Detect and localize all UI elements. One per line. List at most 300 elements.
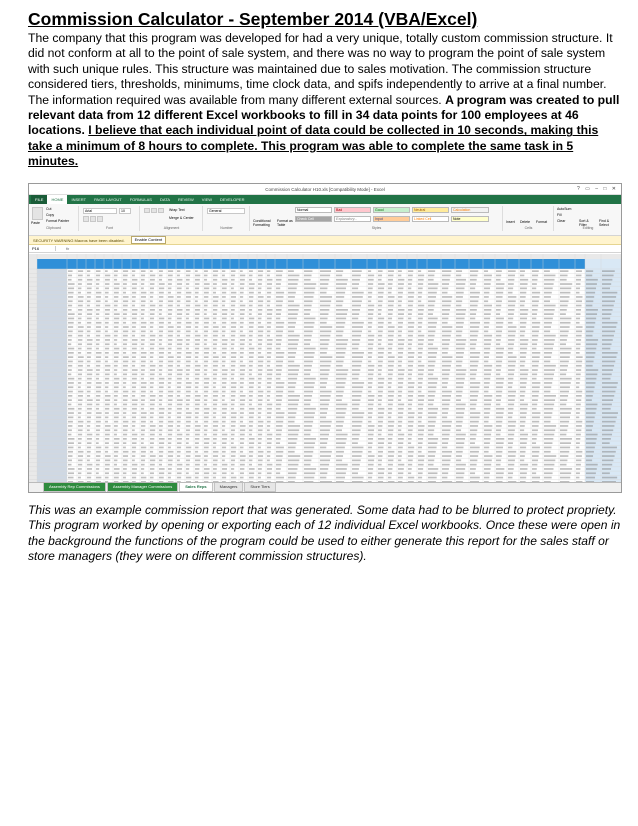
blurred-cell-value [602, 305, 614, 307]
style-linked-cell[interactable]: Linked Cell [412, 216, 449, 222]
blurred-cell-value [68, 348, 74, 350]
blurred-cell-value [132, 417, 136, 419]
blurred-cell-value [114, 296, 118, 298]
underline-button[interactable] [97, 216, 103, 222]
style-input[interactable]: Input [373, 216, 410, 222]
blurred-cell-value [276, 429, 282, 431]
blurred-cell-value [78, 365, 83, 367]
blurred-cell-value [320, 318, 328, 320]
insert-button[interactable]: Insert [506, 220, 515, 224]
blurred-cell-value [560, 468, 572, 470]
blurred-cell-value [204, 425, 208, 427]
blurred-cell-value [576, 417, 579, 419]
blurred-cell-value [336, 275, 342, 277]
font-size-select[interactable]: 10 [119, 208, 131, 214]
blurred-cell-value [114, 391, 118, 393]
blurred-cell-value [398, 352, 403, 354]
blurred-cell-value [231, 404, 234, 406]
blurred-cell-value [87, 318, 92, 320]
blurred-cell-value [267, 296, 271, 298]
blurred-cell-value [304, 361, 313, 363]
blurred-cell-value [442, 322, 448, 324]
blurred-cell-value [204, 288, 209, 290]
blurred-cell-value [195, 386, 198, 388]
blurred-cell-value [195, 434, 200, 436]
blurred-cell-value [177, 365, 180, 367]
blurred-cell-value [576, 455, 582, 457]
blurred-cell-value [576, 305, 582, 307]
blurred-cell-value [388, 322, 392, 324]
blurred-cell-value [418, 275, 424, 277]
blurred-cell-value [336, 305, 342, 307]
blurred-cell-value [428, 331, 435, 333]
blurred-cell-value [470, 421, 479, 423]
blurred-cell-value [288, 468, 297, 470]
blurred-cell-value [204, 408, 209, 410]
blurred-cell-value [159, 404, 162, 406]
blurred-cell-value [177, 434, 182, 436]
blurred-cell-value [204, 279, 207, 281]
blurred-cell-value [368, 322, 372, 324]
paste-button[interactable] [32, 207, 43, 220]
blurred-cell-value [68, 288, 74, 290]
blurred-cell-value [428, 309, 434, 311]
blurred-cell-value [87, 399, 93, 401]
blurred-cell-value [586, 296, 594, 298]
blurred-cell-value [368, 438, 373, 440]
blurred-cell-value [132, 421, 136, 423]
blurred-cell-value [276, 386, 284, 388]
blurred-cell-value [336, 447, 345, 449]
blurred-cell-value [398, 326, 402, 328]
blurred-cell-value [78, 296, 84, 298]
blurred-cell-value [114, 270, 118, 272]
blurred-cell-value [304, 296, 313, 298]
blurred-cell-value [496, 460, 501, 462]
blurred-cell-value [442, 339, 450, 341]
blurred-cell-value [398, 378, 404, 380]
blurred-cell-value [105, 309, 110, 311]
blurred-cell-value [141, 275, 145, 277]
sort-filter-button[interactable]: Sort & Filter [579, 219, 589, 227]
row-number-column [29, 254, 37, 483]
blurred-cell-value [249, 395, 253, 397]
merge-center-button[interactable]: Merge & Center [169, 216, 194, 220]
blurred-cell-value [320, 283, 328, 285]
blurred-cell-value [428, 283, 438, 285]
blurred-cell-value [288, 305, 300, 307]
blurred-cell-value [320, 352, 327, 354]
blurred-cell-value [288, 339, 299, 341]
number-format-select[interactable]: General [207, 208, 245, 214]
blurred-cell-value [378, 477, 384, 479]
style-check-cell[interactable]: Check Cell [295, 216, 332, 222]
blurred-cell-value [87, 288, 92, 290]
blurred-cell-value [544, 313, 554, 315]
wrap-text-button[interactable]: Wrap Text [169, 208, 185, 212]
blurred-cell-value [442, 374, 449, 376]
blurred-cell-value [520, 404, 528, 406]
blurred-cell-value [68, 356, 73, 358]
blurred-cell-value [276, 348, 280, 350]
blurred-cell-value [177, 292, 181, 294]
column-header-row [29, 254, 622, 259]
bold-button[interactable] [83, 216, 89, 222]
blurred-cell-value [336, 468, 347, 470]
blurred-cell-value [352, 300, 362, 302]
blurred-cell-value [586, 309, 598, 311]
blurred-cell-value [240, 275, 245, 277]
blurred-cell-value [267, 288, 272, 290]
blurred-cell-value [249, 421, 253, 423]
blurred-cell-value [418, 386, 422, 388]
blurred-cell-value [398, 468, 404, 470]
blurred-cell-value [132, 472, 137, 474]
blurred-cell-value [508, 455, 516, 457]
blurred-cell-value [508, 318, 513, 320]
blurred-cell-value [240, 399, 245, 401]
blurred-cell-value [258, 382, 261, 384]
copy-button[interactable]: Copy [46, 213, 55, 217]
blurred-cell-value [544, 305, 556, 307]
style-note[interactable]: Note [451, 216, 489, 222]
blurred-cell-value [141, 382, 147, 384]
blurred-cell-value [267, 386, 271, 388]
blurred-cell-value [320, 421, 332, 423]
blurred-cell-value [87, 429, 90, 431]
blurred-cell-value [418, 399, 424, 401]
blurred-cell-value [222, 300, 225, 302]
style-normal[interactable]: Normal [295, 207, 332, 213]
blurred-cell-value [204, 318, 209, 320]
blurred-cell-value [560, 477, 570, 479]
blurred-cell-value [398, 404, 404, 406]
blurred-cell-value [141, 434, 145, 436]
conditional-formatting-button[interactable]: Conditional Formatting [253, 219, 271, 227]
blurred-cell-value [114, 429, 117, 431]
blurred-cell-value [177, 313, 182, 315]
style-calculation[interactable]: Calculation [451, 207, 489, 213]
blurred-cell-value [496, 451, 502, 453]
tab-data[interactable]: DATA [159, 197, 171, 202]
sheet-tab-sales-reps[interactable]: Sales Reps [179, 483, 212, 492]
blurred-cell-value [388, 365, 394, 367]
style-neutral[interactable]: Neutral [412, 207, 449, 213]
style-good[interactable]: Good [373, 207, 410, 213]
blurred-cell-value [418, 438, 423, 440]
blurred-cell-value [304, 425, 312, 427]
sheet-tab-store-tiers[interactable]: Store Tiers [244, 483, 275, 492]
blurred-cell-value [231, 464, 235, 466]
blurred-cell-value [418, 378, 423, 380]
blurred-cell-value [276, 270, 283, 272]
blurred-cell-value [508, 447, 512, 449]
blurred-cell-value [408, 417, 414, 419]
delete-button[interactable]: Delete [520, 220, 531, 224]
blurred-cell-value [87, 417, 91, 419]
blurred-cell-value [586, 326, 594, 328]
blurred-cell-value [195, 305, 200, 307]
blurred-cell-value [508, 391, 516, 393]
blurred-cell-value [195, 477, 199, 479]
blurred-cell-value [276, 343, 281, 345]
blurred-cell-value [456, 283, 465, 285]
blurred-cell-value [602, 326, 616, 328]
blurred-cell-value [288, 395, 300, 397]
blurred-cell-value [276, 425, 283, 427]
blurred-cell-value [231, 472, 234, 474]
blurred-cell-value [304, 429, 311, 431]
blurred-cell-value [442, 296, 452, 298]
blurred-cell-value [442, 412, 448, 414]
tab-page-layout[interactable]: PAGE LAYOUT [94, 197, 122, 202]
blurred-cell-value [408, 468, 412, 470]
blurred-cell-value [560, 279, 567, 281]
blurred-cell-value [141, 460, 145, 462]
blurred-cell-value [96, 270, 101, 272]
blurred-cell-value [408, 331, 413, 333]
blurred-cell-value [276, 455, 283, 457]
blurred-cell-value [560, 472, 571, 474]
blurred-cell-value [105, 270, 108, 272]
blurred-cell-value [408, 404, 412, 406]
blurred-cell-value [68, 395, 72, 397]
blurred-cell-value [442, 309, 450, 311]
blurred-cell-value [428, 318, 438, 320]
window-controls[interactable]: ? ▭ – □ ✕ [576, 186, 618, 192]
blurred-cell-value [532, 300, 539, 302]
blurred-cell-value [520, 296, 526, 298]
sheet-tab-assembly-manager[interactable]: Assembly Manager Commissions [107, 483, 178, 492]
sheet-tab-managers[interactable]: Managers [214, 483, 244, 492]
blurred-cell-value [213, 309, 217, 311]
paste-label[interactable]: Paste [31, 221, 40, 225]
blurred-cell-value [222, 313, 227, 315]
blurred-cell-value [96, 412, 102, 414]
blurred-cell-value [378, 335, 382, 337]
blurred-cell-value [159, 378, 164, 380]
blurred-cell-value [544, 386, 551, 388]
align-center-button[interactable] [151, 208, 157, 213]
fill-button[interactable]: Fill [557, 213, 562, 217]
blurred-cell-value [231, 279, 235, 281]
blurred-cell-value [240, 447, 243, 449]
font-name-select[interactable]: Arial [83, 208, 117, 214]
blurred-cell-value [378, 309, 382, 311]
blurred-cell-value [78, 386, 81, 388]
blurred-cell-value [159, 326, 163, 328]
blurred-cell-value [150, 399, 155, 401]
blurred-cell-value [602, 447, 617, 449]
blurred-cell-value [544, 348, 553, 350]
blurred-cell-value [222, 408, 227, 410]
blurred-cell-value [96, 442, 99, 444]
blurred-cell-value [222, 417, 226, 419]
clear-button[interactable]: Clear [557, 219, 566, 223]
align-right-button[interactable] [158, 208, 164, 213]
blurred-cell-value [532, 331, 539, 333]
blurred-cell-value [114, 300, 118, 302]
blurred-cell-value [204, 404, 207, 406]
blurred-cell-value [288, 429, 299, 431]
blurred-cell-value [123, 455, 128, 457]
blurred-cell-value [186, 313, 189, 315]
blurred-cell-value [258, 386, 261, 388]
fx-icon[interactable]: fx [66, 246, 70, 251]
spreadsheet-grid[interactable] [29, 254, 622, 483]
autosum-button[interactable]: AutoSum [557, 207, 572, 211]
blurred-cell-value [484, 365, 492, 367]
blurred-cell-value [288, 464, 298, 466]
blurred-cell-value [222, 438, 227, 440]
blurred-cell-value [213, 460, 218, 462]
blurred-cell-value [304, 313, 310, 315]
blurred-cell-value [213, 318, 216, 320]
blurred-cell-value [78, 313, 82, 315]
blurred-cell-value [576, 369, 581, 371]
blurred-cell-value [141, 464, 145, 466]
blurred-cell-value [267, 279, 272, 281]
name-box[interactable]: P16 [32, 246, 56, 251]
blurred-cell-value [442, 417, 447, 419]
blurred-cell-value [336, 391, 344, 393]
tab-home[interactable]: HOME [47, 195, 67, 204]
blurred-cell-value [368, 313, 373, 315]
blurred-cell-value [78, 275, 83, 277]
blurred-cell-value [378, 348, 384, 350]
blurred-cell-value [87, 365, 90, 367]
format-as-table-button[interactable]: Format as Table [277, 219, 293, 227]
blurred-cell-value [276, 292, 284, 294]
tab-formulas[interactable]: FORMULAS [129, 197, 152, 202]
style-bad[interactable]: Bad [334, 207, 371, 213]
blurred-cell-value [352, 292, 364, 294]
blurred-cell-value [586, 455, 593, 457]
blurred-cell-value [544, 275, 555, 277]
blurred-cell-value [484, 335, 492, 337]
blurred-cell-value [602, 300, 615, 302]
find-select-button[interactable]: Find & Select [599, 219, 610, 227]
blurred-cell-value [159, 434, 162, 436]
blurred-cell-value [249, 292, 254, 294]
blurred-cell-value [68, 417, 73, 419]
blurred-cell-value [576, 318, 580, 320]
blurred-cell-value [68, 326, 73, 328]
blurred-cell-value [496, 365, 501, 367]
blurred-cell-value [496, 438, 504, 440]
tab-review[interactable]: REVIEW [178, 197, 194, 202]
blurred-cell-value [123, 421, 128, 423]
blurred-cell-value [159, 313, 162, 315]
blurred-cell-value [249, 300, 253, 302]
blurred-cell-value [123, 399, 128, 401]
blurred-cell-value [288, 296, 295, 298]
format-button[interactable]: Format [536, 220, 548, 224]
blurred-cell-value [336, 352, 345, 354]
blurred-cell-value [177, 378, 182, 380]
blurred-cell-value [586, 374, 597, 376]
blurred-cell-value [96, 356, 101, 358]
blurred-cell-value [222, 404, 227, 406]
style-explanatory[interactable]: Explanatory... [334, 216, 371, 222]
blurred-cell-value [304, 339, 311, 341]
blurred-cell-value [484, 477, 489, 479]
blurred-cell-value [240, 417, 243, 419]
blurred-cell-value [186, 429, 190, 431]
blurred-cell-value [442, 292, 448, 294]
blurred-cell-value [456, 374, 466, 376]
blurred-cell-value [240, 300, 243, 302]
blurred-cell-value [602, 322, 617, 324]
blurred-cell-value [352, 425, 361, 427]
blurred-cell-value [456, 425, 462, 427]
blurred-cell-value [368, 447, 372, 449]
tab-insert[interactable]: INSERT [71, 197, 87, 202]
blurred-cell-value [288, 386, 295, 388]
tab-file[interactable]: FILE [31, 195, 47, 204]
blurred-cell-value [258, 288, 261, 290]
tab-developer[interactable]: DEVELOPER [220, 197, 245, 202]
blurred-cell-value [368, 421, 372, 423]
blurred-cell-value [141, 395, 145, 397]
blurred-cell-value [231, 417, 236, 419]
blurred-cell-value [150, 412, 154, 414]
blurred-cell-value [586, 451, 594, 453]
blurred-cell-value [222, 378, 227, 380]
blurred-cell-value [267, 399, 270, 401]
blurred-cell-value [560, 331, 569, 333]
blurred-cell-value [520, 386, 526, 388]
blurred-cell-value [544, 339, 555, 341]
blurred-cell-value [508, 378, 513, 380]
blurred-cell-value [418, 318, 423, 320]
blurred-cell-value [484, 421, 489, 423]
blurred-cell-value [195, 429, 200, 431]
format-painter-button[interactable]: Format Painter [46, 219, 70, 223]
blurred-cell-value [96, 382, 102, 384]
blurred-cell-value [378, 365, 382, 367]
blurred-cell-value [213, 352, 216, 354]
blurred-cell-value [96, 408, 99, 410]
blurred-cell-value [442, 455, 451, 457]
blurred-cell-value [258, 455, 263, 457]
blurred-cell-value [408, 399, 413, 401]
blurred-cell-value [508, 292, 513, 294]
blurred-cell-value [304, 378, 316, 380]
enable-content-button[interactable]: Enable Content [131, 236, 167, 244]
blurred-cell-value [496, 322, 503, 324]
blurred-cell-value [68, 313, 75, 315]
blurred-cell-value [195, 270, 198, 272]
blurred-cell-value [532, 292, 540, 294]
blurred-cell-value [442, 279, 450, 281]
tab-view[interactable]: VIEW [201, 197, 213, 202]
blurred-cell-value [368, 468, 373, 470]
blurred-cell-value [87, 460, 90, 462]
cut-button[interactable]: Cut [46, 207, 52, 211]
italic-button[interactable] [90, 216, 96, 222]
blurred-cell-value [276, 326, 284, 328]
align-left-button[interactable] [144, 208, 150, 213]
blurred-cell-value [484, 352, 490, 354]
blurred-cell-value [195, 421, 198, 423]
blurred-cell-value [428, 343, 433, 345]
sheet-tab-assembly-rep[interactable]: Assembly Rep Commissions [43, 483, 106, 492]
blurred-cell-value [484, 460, 492, 462]
blurred-cell-value [428, 468, 438, 470]
blurred-cell-value [336, 300, 343, 302]
blurred-cell-value [132, 361, 135, 363]
